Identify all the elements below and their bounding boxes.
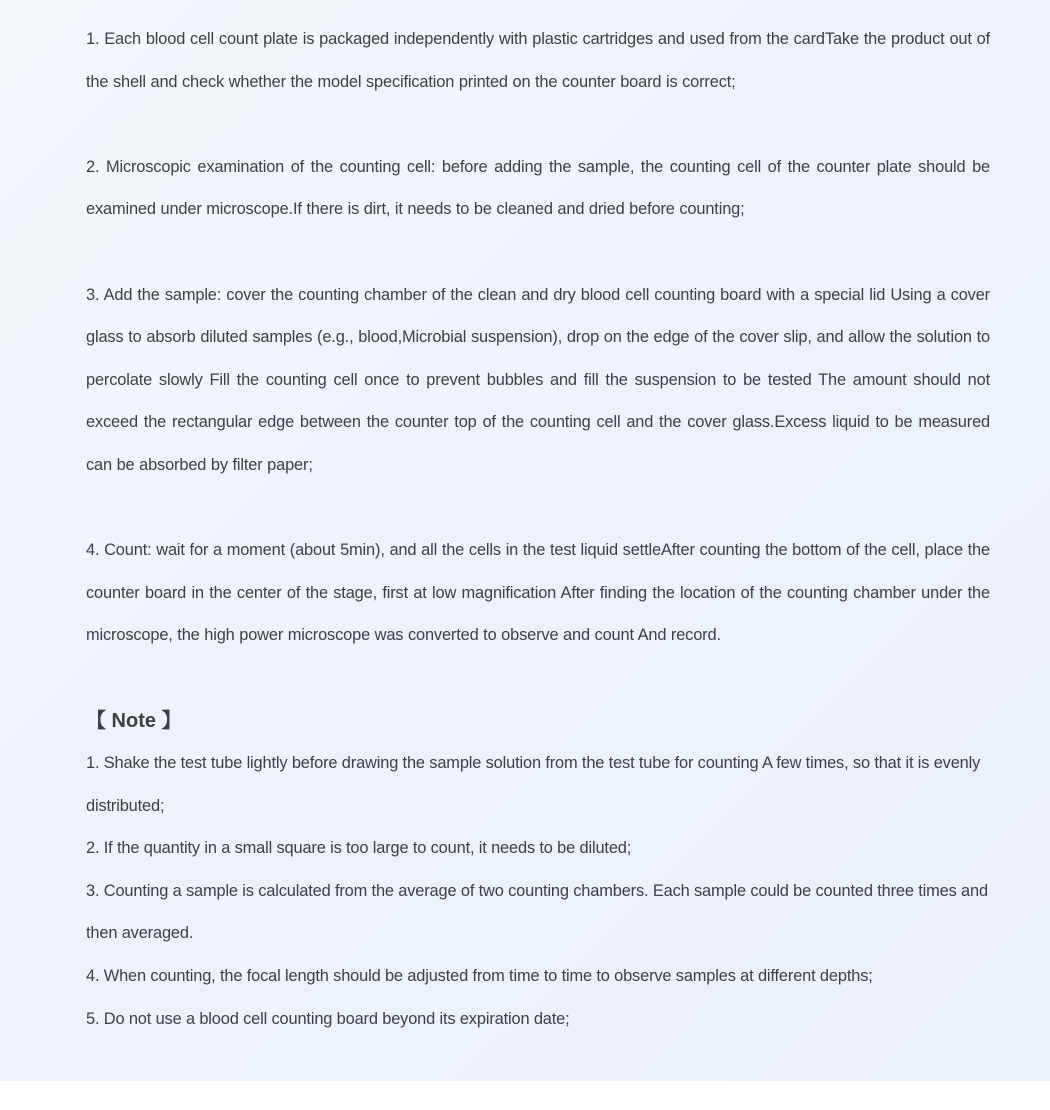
instruction-step-3: 3. Add the sample: cover the counting chamber of the clean and dry blood cell counting board with a special lid Using a cover glass to absorb diluted samples (e.g., blood,Microbial suspension), drop on the edge of the cover slip, and allow the solution to percolate slowly Fill the counting cell once to prevent bubbles and fill the suspension to be tested The amount should not exceed the rectangular edge between the counter top of the counting cell and the cover glass.Excess liquid to be measured can be absorbed by filter paper;	[86, 285, 990, 474]
instruction-step-4: 4. Count: wait for a moment (about 5min), and all the cells in the test liquid settleAfter counting the bottom of the cell, place the counter board in the center of the stage, first at low magnification After finding the location of the counting chamber under the microscope, the high power microscope was converted to observe and count And record.	[86, 541, 990, 645]
page-bottom-margin	[0, 1081, 1050, 1110]
spacer	[86, 231, 990, 274]
note-item-2: 2. If the quantity in a small square is too large to count, it needs to be diluted;	[86, 839, 632, 858]
instruction-step-1: 1. Each blood cell count plate is packaged independently with plastic cartridges and used from the cardTake the product out of the shell and check whether the model specification printed on the counter board is correct;	[86, 30, 990, 91]
note-item-4: 4. When counting, the focal length should be adjusted from time to time to observe samples at different depths;	[86, 967, 873, 986]
spacer	[86, 657, 990, 700]
note-item-5: 5. Do not use a blood cell counting board beyond its expiration date;	[86, 1009, 570, 1028]
instruction-step-2: 2. Microscopic examination of the counting cell: before adding the sample, the counting cell of the counter plate should be examined under microscope.If there is dirt, it needs to be cleaned and dried before counting;	[86, 157, 990, 219]
note-heading: 【 Note 】	[86, 709, 182, 732]
spacer	[86, 103, 990, 146]
note-item-1: 1. Shake the test tube lightly before drawing the sample solution from the test tube for counting A few times, so that it is evenly distributed;	[86, 754, 981, 815]
note-item-3: 3. Counting a sample is calculated from the average of two counting chambers. Each sample could be counted three times and then averaged.	[86, 881, 988, 943]
spacer	[86, 487, 990, 530]
